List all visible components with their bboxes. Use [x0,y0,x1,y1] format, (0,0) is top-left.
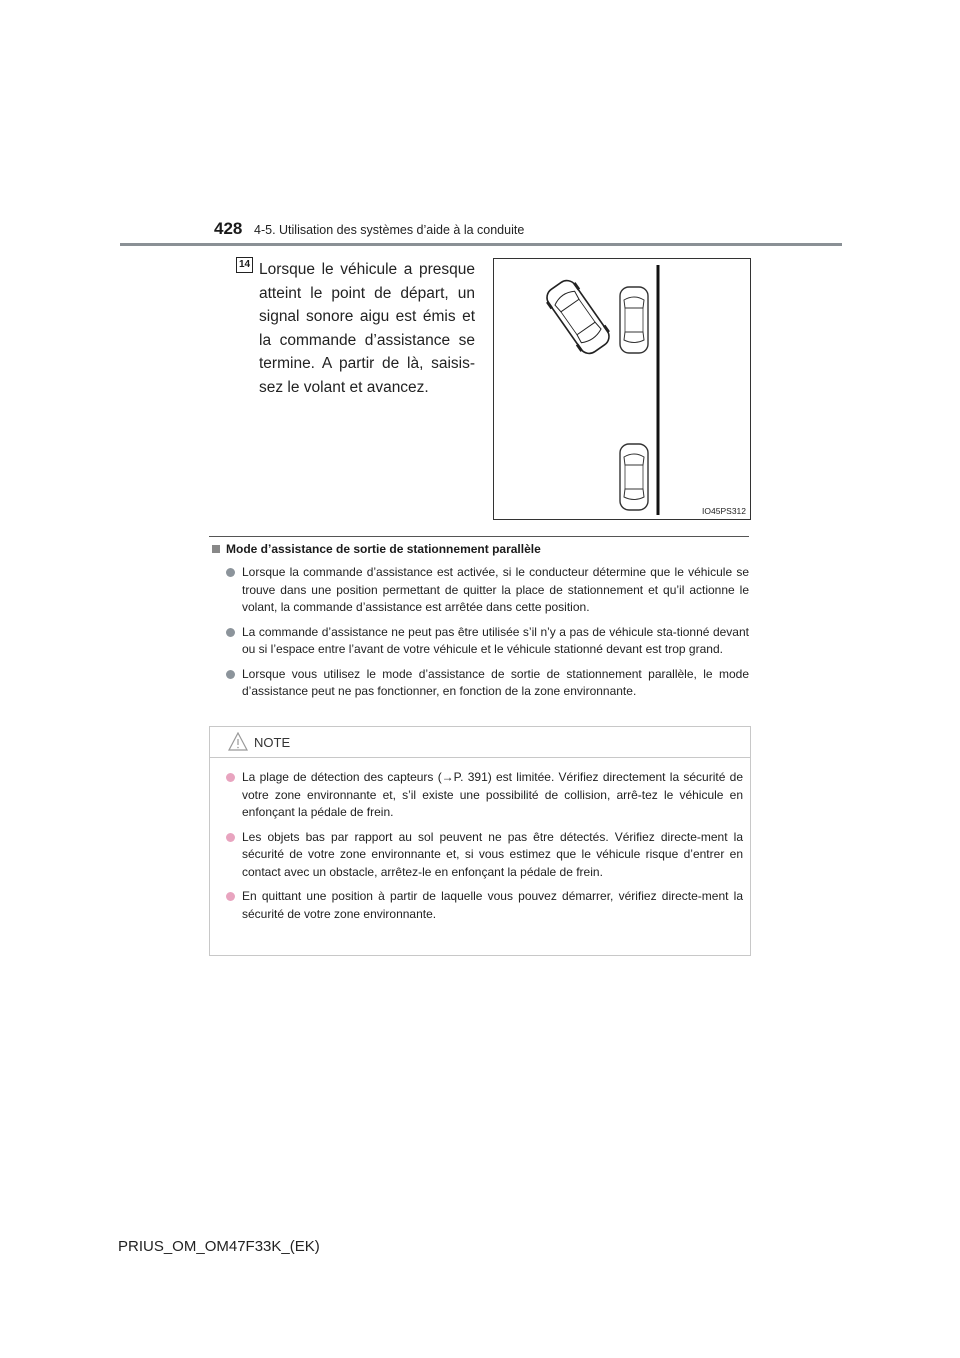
note-box [209,726,751,956]
bullet-dot-icon [226,892,235,901]
section-divider [209,536,749,537]
parking-diagram [494,259,750,519]
note-item [226,769,743,822]
parking-illustration [493,258,751,520]
warning-triangle-icon [228,732,248,751]
header-rule [120,243,842,246]
bullet-dot-icon [226,833,235,842]
bullet-dot-icon [226,568,235,577]
parked-car-front [620,287,648,353]
note-item [226,829,743,882]
note-title: NOTE [254,735,291,750]
list-item [226,564,749,617]
subsection-bullets [226,564,749,708]
note-item-text: La plage de détection des capteurs (→P. 391) est limitée. Vérifiez directement la sécurité de votre zone environnante et, s’il existe une possibilité de collision, arrê-tez le véhicule en enfonçant la pédale de frein. [242,770,743,819]
step-badge: 14 [236,257,253,273]
exiting-car [541,276,614,359]
list-item-text: La commande d’assistance ne peut pas être utilisée s’il n’y a pas de véhicule sta-tionné devant ou si l’espace entre l’avant de votre véhicule et le véhicule stationné devant est trop grand. [242,624,749,656]
subsection-title: Mode d’assistance de sortie de stationnement parallèle [226,542,541,556]
figure-code: IO45PS312 [702,506,746,516]
page-number: 428 [214,219,243,238]
subsection-heading [212,542,541,556]
square-bullet-icon [212,545,220,553]
list-item-text: Lorsque vous utilisez le mode d’assistance de sortie de stationnement parallèle, le mode d’assistance peut ne pas fonctionner, en fonction de la zone environnante. [242,666,749,698]
bullet-dot-icon [226,773,235,782]
document-code: PRIUS_OM_OM47F33K_(EK) [118,1238,320,1255]
note-bullets [226,769,743,930]
list-item-text: Lorsque la commande d’assistance est activée, si le conducteur détermine que le véhicule se trouve dans une position permettant de quitter la place de stationnement et qu’il actionne le volant, la commande d’assistance est arrêtée dans cette position. [242,565,749,614]
note-item-text: Les objets bas par rapport au sol peuvent ne pas être détectés. Vérifiez directe-ment la sécurité de votre zone environnante et, si vous estimez que le véhicule risque d’entrer en contact avec un obstacle, arrêtez-le en enfonçant la pédale de frein. [242,829,743,879]
note-item-text: En quittant une position à partir de laquelle vous pouvez démarrer, vérifiez directe-ment la sécurité de votre zone environnante. [242,889,743,921]
bullet-dot-icon [226,628,235,637]
list-item [226,666,749,701]
note-header [210,727,750,758]
step-text: Lorsque le véhicule a presque atteint le point de départ, un signal sonore aigu est émis et la commande d’assistance se termine. A partir de là, saisis-sez le volant et avancez. [259,261,475,396]
section-title: 4-5. Utilisation des systèmes d’aide à la conduite [254,223,525,237]
note-item [226,888,743,923]
list-item [226,624,749,659]
parked-car-rear [620,444,648,510]
bullet-dot-icon [226,670,235,679]
